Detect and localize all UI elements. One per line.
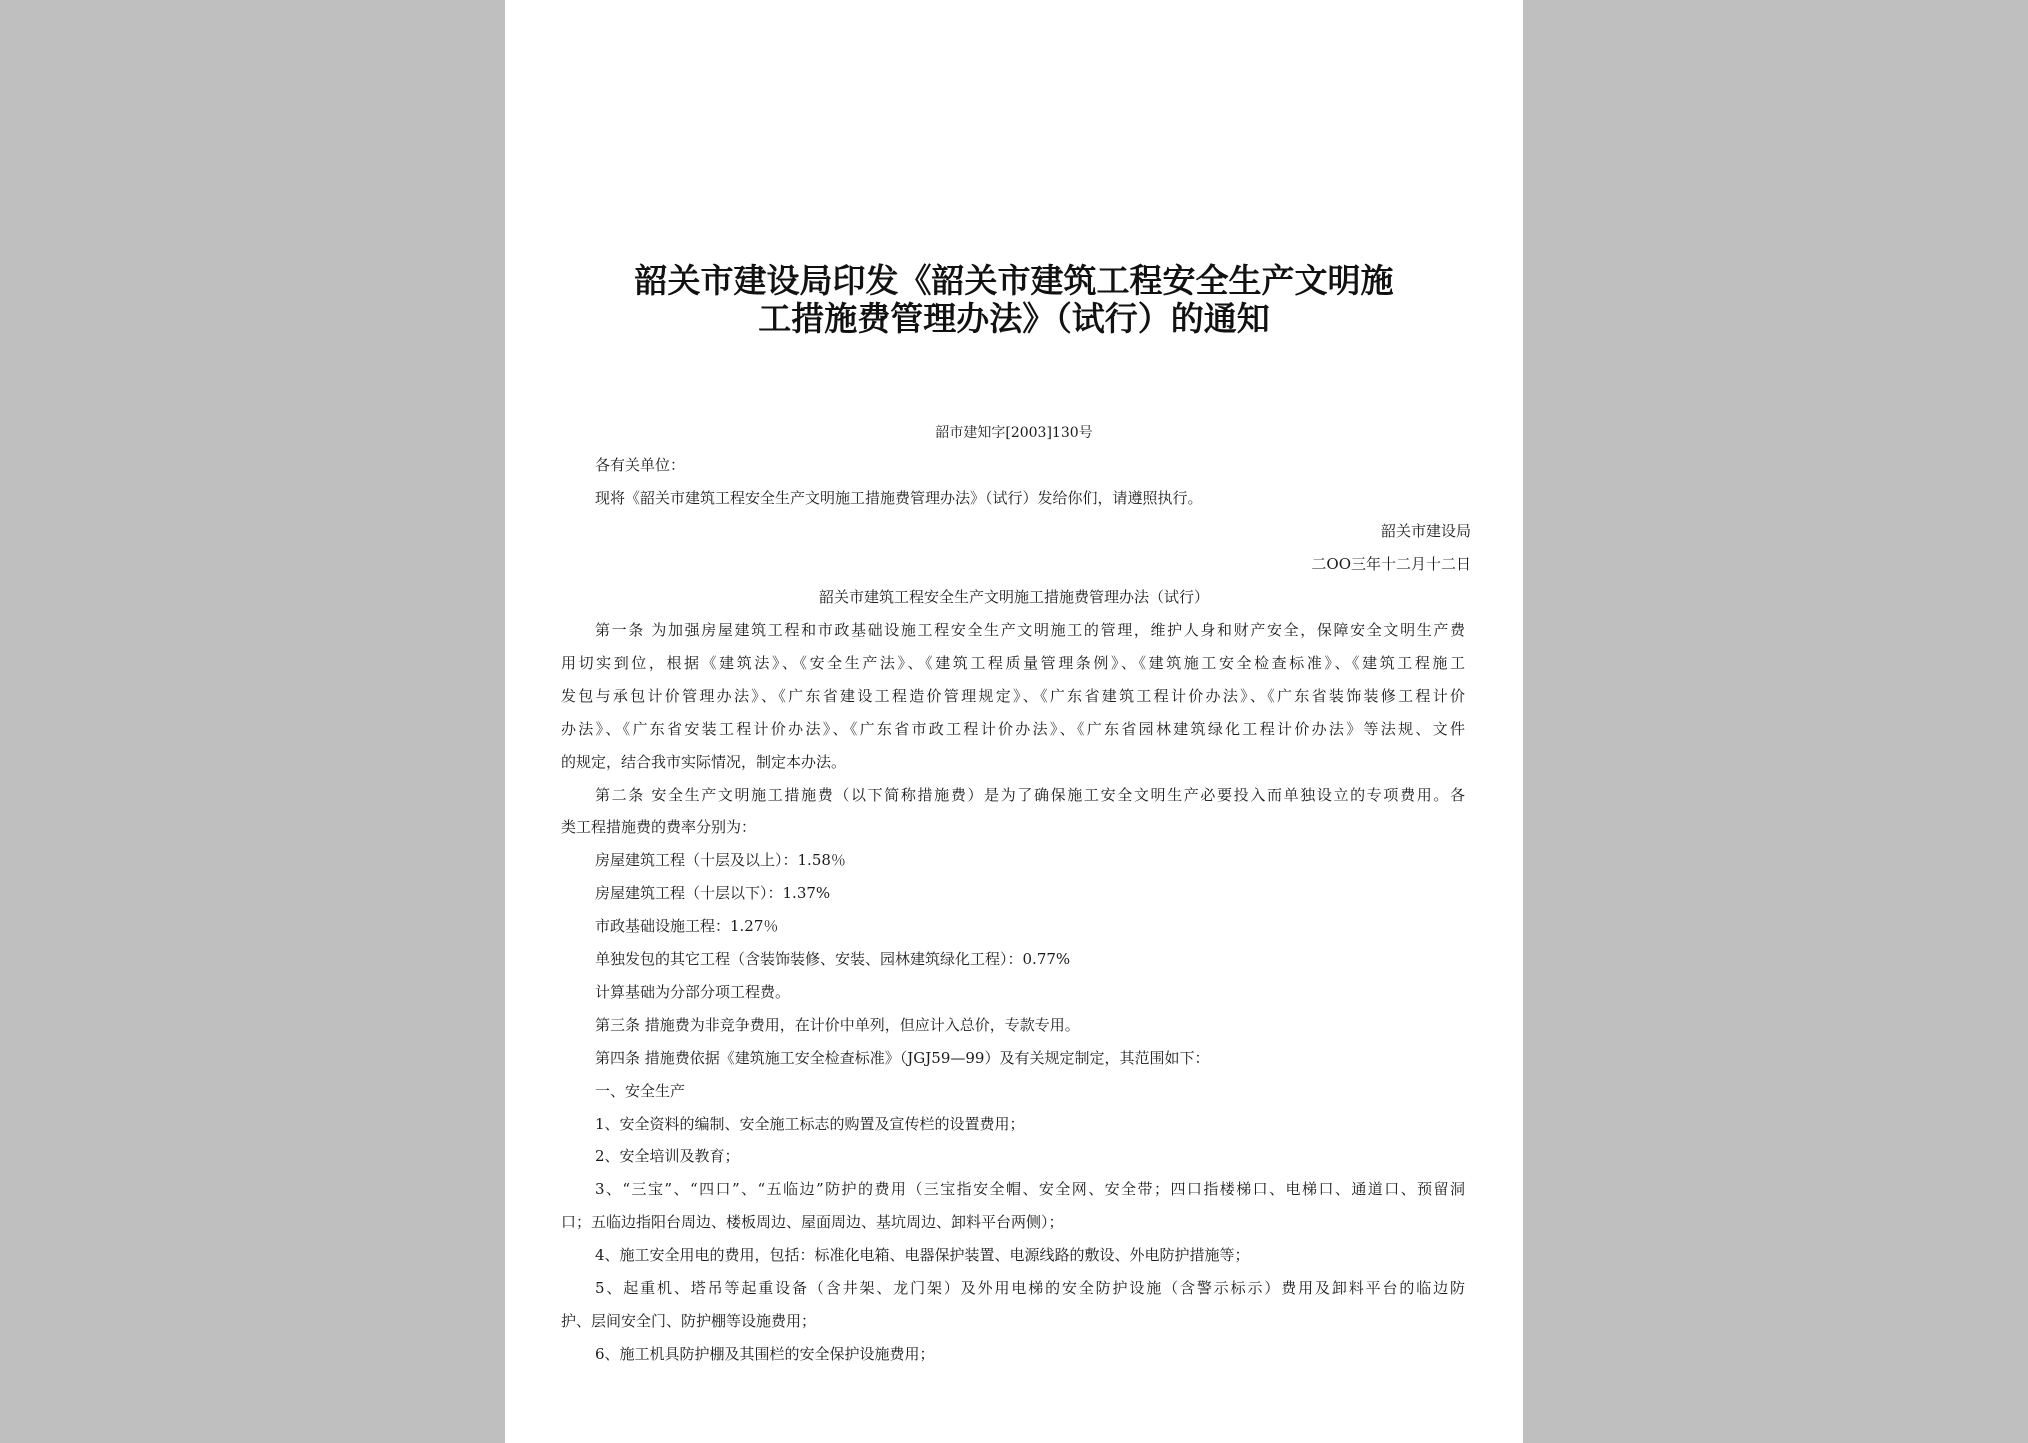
body-line: 办法》、《广东省安装工程计价办法》、《广东省市政工程计价办法》、《广东省园林建筑绿化工程计价办法》等法规、文件 <box>561 720 1465 738</box>
body-line: 5、起重机、塔吊等起重设备（含井架、龙门架）及外用电梯的安全防护设施（含警示标示）费用及卸料平台的临边防 <box>595 1279 1465 1297</box>
issuer: 韶关市建设局 <box>1380 522 1471 540</box>
body-line: 单独发包的其它工程（含装饰装修、安装、园林建筑绿化工程）：0.77% <box>595 950 1071 968</box>
body-line: 一、安全生产 <box>595 1082 686 1100</box>
body-line: 3、“三宝”、“四口”、“五临边”防护的费用（三宝指安全帽、安全网、安全带；四口指楼梯口、电梯口、通道口、预留洞 <box>595 1180 1465 1198</box>
body-line: 6、施工机具防护棚及其围栏的安全保护设施费用； <box>595 1345 935 1363</box>
measure-title: 韶关市建筑工程安全生产文明施工措施费管理办法（试行） <box>818 588 1209 606</box>
body-line: 房屋建筑工程（十层以下）：1.37% <box>595 884 831 902</box>
document-title <box>505 262 1523 338</box>
body-line: 口；五临边指阳台周边、楼板周边、屋面周边、基坑周边、卸料平台两侧）； <box>561 1213 1064 1231</box>
body-line: 的规定，结合我市实际情况，制定本办法。 <box>561 753 847 771</box>
body-line: 市政基础设施工程：1.27％ <box>595 917 779 935</box>
body-line: 第一条 为加强房屋建筑工程和市政基础设施工程安全生产文明施工的管理，维护人身和财产安全，保障安全文明生产费 <box>595 621 1465 639</box>
body-line: 第三条 措施费为非竞争费用，在计价中单列，但应计入总价，专款专用。 <box>595 1016 1080 1034</box>
salutation: 各有关单位： <box>595 456 686 474</box>
document-number: 韶市建知字[2003]130号 <box>935 425 1093 441</box>
body-line: 护、层间安全门、防护棚等设施费用； <box>561 1312 817 1330</box>
body-line: 4、施工安全用电的费用，包括：标准化电箱、电器保护装置、电源线路的敷设、外电防护措施等； <box>595 1246 1250 1264</box>
body-line: 第四条 措施费依据《建筑施工安全检查标准》（JGJ59—99）及有关规定制定，其范围如下： <box>595 1049 1210 1067</box>
body-line: 计算基础为分部分项工程费。 <box>595 983 791 1001</box>
body-line: 发包与承包计价管理办法》、《广东省建设工程造价管理规定》、《广东省建筑工程计价办法》、《广东省装饰装修工程计价 <box>561 687 1465 705</box>
body-line: 1、安全资料的编制、安全施工标志的购置及宣传栏的设置费用； <box>595 1115 1025 1133</box>
body-line: 2、安全培训及教育； <box>595 1147 740 1165</box>
body-line: 用切实到位，根据《建筑法》、《安全生产法》、《建筑工程质量管理条例》、《建筑施工安全检查标准》、《建筑工程施工 <box>561 654 1465 672</box>
body-line: 房屋建筑工程（十层及以上）：1.58％ <box>595 851 846 869</box>
notice-text: 现将《韶关市建筑工程安全生产文明施工措施费管理办法》（试行）发给你们，请遵照执行。 <box>595 489 1203 507</box>
body-line: 类工程措施费的费率分别为： <box>561 818 757 836</box>
issue-date: 二OO三年十二月十二日 <box>1311 555 1471 573</box>
document-page <box>505 0 1523 1443</box>
title-line-1: 韶关市建设局印发《韶关市建筑工程安全生产文明施 <box>634 261 1394 300</box>
title-line-2: 工措施费管理办法》（试行）的通知 <box>758 299 1270 338</box>
body-line: 第二条 安全生产文明施工措施费（以下简称措施费）是为了确保施工安全文明生产必要投入而单独设立的专项费用。各 <box>595 786 1465 804</box>
